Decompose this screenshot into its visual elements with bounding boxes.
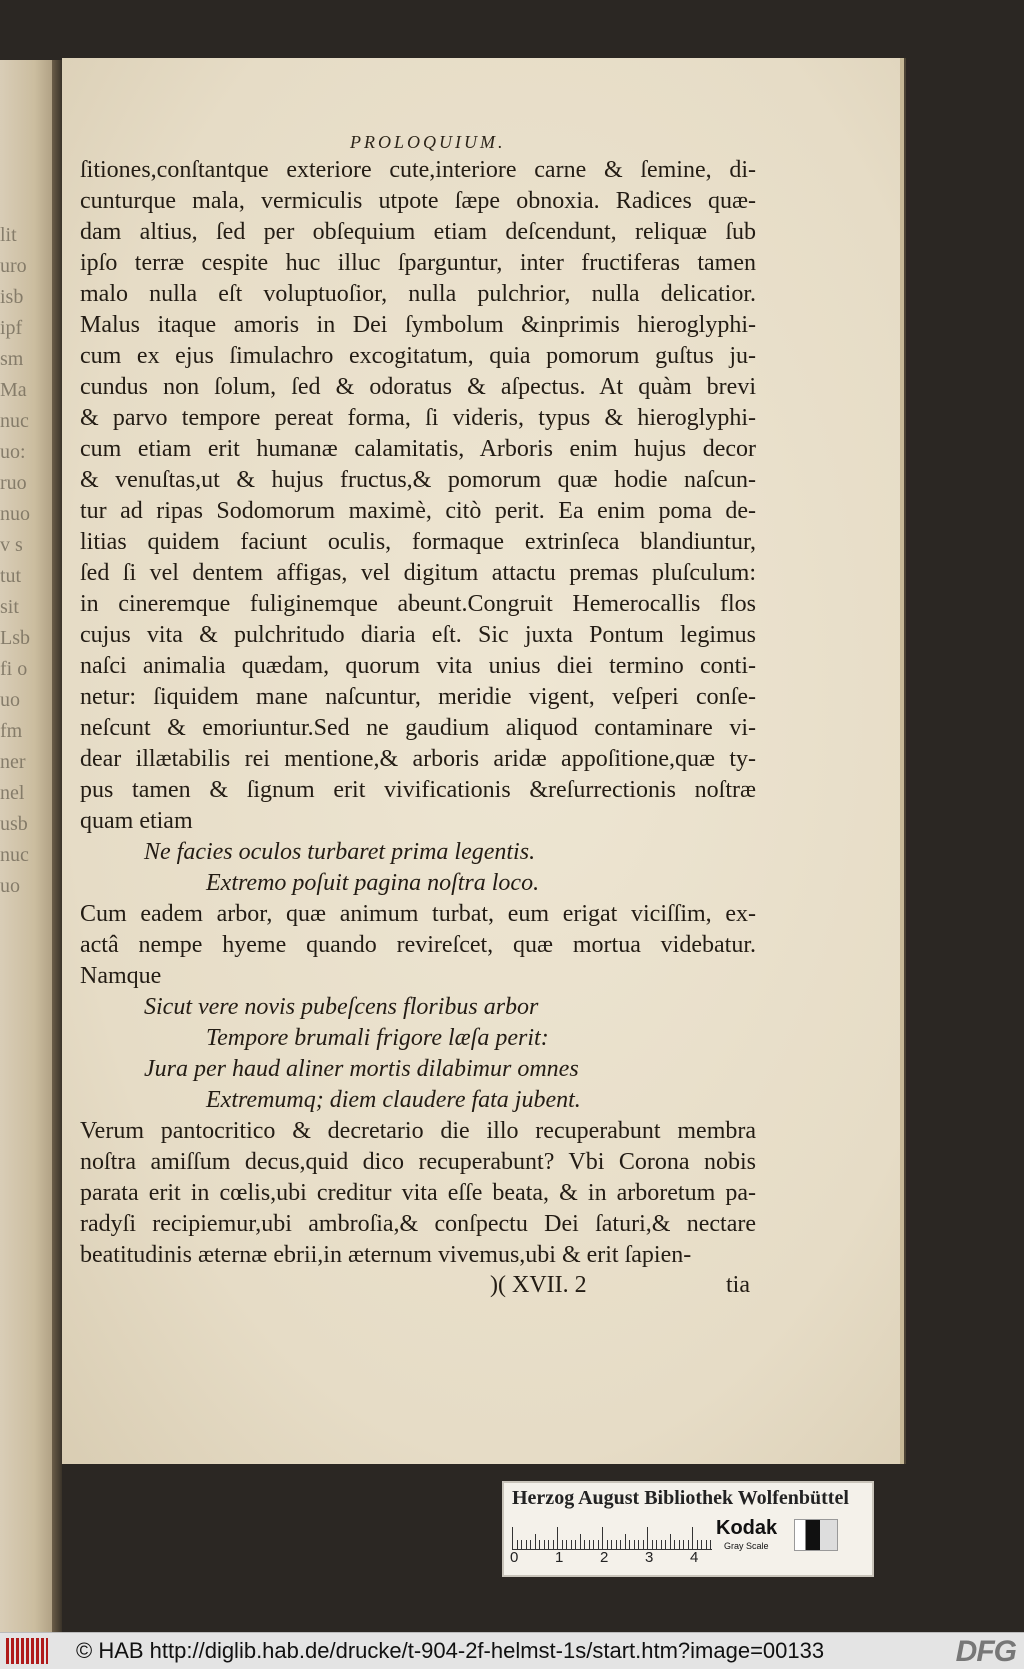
ruler-tick	[625, 1534, 626, 1549]
facing-page-fragment: nuc	[0, 844, 29, 866]
ruler-tick	[661, 1540, 662, 1549]
text-line: naſci animalia quædam, quorum vita unius diei termino conti-	[80, 653, 756, 679]
facing-page-fragment: tut	[0, 565, 22, 587]
ruler-tick	[607, 1540, 608, 1549]
ruler-tick	[701, 1540, 702, 1549]
ruler-tick	[530, 1540, 531, 1549]
text-line: Namque	[80, 963, 162, 989]
facing-page-fragment: nuo	[0, 503, 30, 525]
ruler-tick	[710, 1540, 711, 1549]
text-line: ipſo terræ cespite huc illuc ſparguntur, inter fructiferas tamen	[80, 250, 756, 276]
text-line: malo nulla eſt voluptuoſior, nulla pulchrior, nulla delicatior.	[80, 281, 756, 307]
ruler-tick	[517, 1540, 518, 1549]
copyright-url[interactable]: © HAB http://diglib.hab.de/drucke/t-904-2f-helmst-1s/start.htm?image=00133	[76, 1638, 825, 1663]
ruler-tick	[634, 1540, 635, 1549]
text-line: Cum eadem arbor, quæ animum turbat, eum erigat viciſſim, ex-	[80, 901, 756, 927]
text-line: ſed ſi vel dentem affigas, vel digitum attactu premas pluſculum:	[80, 560, 756, 586]
text-line: cum ex ejus ſimulachro excogitatum, quia pomorum guſtus ju-	[80, 343, 756, 369]
facing-page-edge	[0, 60, 58, 1632]
facing-page-fragment: fm	[0, 720, 23, 742]
ruler-tick	[616, 1540, 617, 1549]
paragraph-3	[80, 1116, 756, 1271]
facing-page-fragment: ipf	[0, 317, 23, 339]
facing-page-fragment: nel	[0, 782, 25, 804]
scale-number: 0	[510, 1549, 519, 1566]
text-line: ſitiones,conſtantque exteriore cute,interiore carne & ſemine, di-	[80, 157, 756, 183]
ruler-tick	[544, 1540, 545, 1549]
ruler-tick	[589, 1540, 590, 1549]
text-line: litias quidem faciunt oculis, formaque extrinſeca blandiuntur,	[80, 529, 756, 555]
text-line: parata erit in cœlis,ubi creditur vita eſſe beata, & in arboretum pa-	[80, 1180, 756, 1206]
ruler-tick	[706, 1540, 707, 1549]
scale-ruler	[512, 1521, 712, 1550]
ruler-tick	[647, 1527, 648, 1549]
ruler-tick	[548, 1540, 549, 1549]
facing-page-text	[0, 220, 52, 1320]
facing-page-fragment: Ma	[0, 379, 27, 401]
ruler-tick	[656, 1540, 657, 1549]
text-line: cujus vita & pulchritudo diaria eſt. Sic juxta Pontum legimus	[80, 622, 756, 648]
library-name: Herzog August Bibliothek Wolfenbüttel	[512, 1487, 849, 1509]
text-line: radyſi recipiemur,ubi ambroſia,& conſpectu Dei ſaturi,& nectare	[80, 1211, 756, 1237]
ruler-tick	[692, 1527, 693, 1549]
text-line: tur ad ripas Sodomorum maximè, citò perit. Ea enim poma de-	[80, 498, 756, 524]
verse-line: Sicut vere novis pubeſcens floribus arbor	[144, 994, 539, 1020]
ruler-tick	[571, 1540, 572, 1549]
text-line: neſcunt & emoriuntur.Sed ne gaudium aliquod contaminare vi-	[80, 715, 756, 741]
verse-line: Jura per haud aliner mortis dilabimur omnes	[144, 1056, 579, 1082]
ruler-tick	[638, 1540, 639, 1549]
facing-page-fragment: isb	[0, 286, 24, 308]
reference-card	[502, 1481, 874, 1577]
facing-page-fragment: Lsb	[0, 627, 30, 649]
ruler-tick	[575, 1540, 576, 1549]
ruler-tick	[688, 1540, 689, 1549]
ruler-tick	[665, 1540, 666, 1549]
scale-numbers	[510, 1549, 710, 1569]
scale-number: 1	[555, 1549, 564, 1566]
ruler-tick	[652, 1540, 653, 1549]
book-gutter	[52, 60, 62, 1632]
verse-line: Extremumq; diem claudere fata jubent.	[206, 1087, 581, 1113]
gray-scale-chip	[794, 1519, 838, 1551]
scale-number: 4	[690, 1549, 699, 1566]
verse-line: Extremo poſuit pagina noſtra loco.	[206, 870, 540, 896]
text-line: in cineremque fuliginemque abeunt.Congruit Hemerocallis flos	[80, 591, 756, 617]
running-head: PROLOQUIUM.	[350, 132, 506, 152]
verse-couplet-1	[80, 837, 756, 899]
ruler-tick	[602, 1527, 603, 1549]
facing-page-fragment: v s	[0, 534, 23, 556]
facing-page-fragment: sm	[0, 348, 24, 370]
verse-line: Ne facies oculos turbaret prima legentis.	[144, 839, 536, 865]
catchword: tia	[726, 1272, 750, 1298]
paragraph-1	[80, 155, 756, 837]
ruler-tick	[620, 1540, 621, 1549]
ruler-tick	[611, 1540, 612, 1549]
facing-page-fragment: uo	[0, 875, 20, 897]
text-line: cundus non ſolum, ſed & odoratus & aſpectus. At quàm brevi	[80, 374, 756, 400]
ruler-tick	[643, 1540, 644, 1549]
text-line: noſtra amiſſum decus,quid dico recuperabunt? Vbi Corona nobis	[80, 1149, 756, 1175]
ruler-tick	[629, 1540, 630, 1549]
text-line: & parvo tempore pereat forma, ſi videris, typus & hieroglyphi-	[80, 405, 756, 431]
text-line: cunturque mala, vermiculis utpote ſæpe obnoxia. Radices quæ-	[80, 188, 756, 214]
scale-number: 3	[645, 1549, 654, 1566]
signature-mark: )( XVII. 2	[490, 1272, 587, 1298]
verse-couplet-2	[80, 992, 756, 1116]
text-line: actâ nempe hyeme quando revireſcet, quæ mortua videbatur.	[80, 932, 756, 958]
kodak-brand: Kodak	[716, 1517, 778, 1539]
ruler-tick	[670, 1534, 671, 1549]
ruler-tick	[512, 1527, 513, 1549]
facing-page-fragment: ner	[0, 751, 26, 773]
ruler-tick	[674, 1540, 675, 1549]
facing-page-fragment: lit	[0, 224, 17, 246]
text-line: cum etiam erit humanæ calamitatis, Arboris enim hujus decor	[80, 436, 756, 462]
gray-scale-label: Gray Scale	[724, 1541, 769, 1551]
body-text	[80, 155, 756, 1271]
ruler-tick	[562, 1540, 563, 1549]
facing-page-fragment: uro	[0, 255, 27, 277]
text-line: Malus itaque amoris in Dei ſymbolum &inprimis hieroglyphi-	[80, 312, 756, 338]
ruler-tick	[566, 1540, 567, 1549]
facing-page-fragment: nuc	[0, 410, 29, 432]
facing-page-fragment: uo:	[0, 441, 26, 463]
facing-page-fragment: fi o	[0, 658, 28, 680]
ruler-tick	[535, 1534, 536, 1549]
ruler-tick	[539, 1540, 540, 1549]
facing-page-fragment: sit	[0, 596, 19, 618]
paragraph-2	[80, 899, 756, 992]
ruler-tick	[593, 1540, 594, 1549]
ruler-tick	[598, 1540, 599, 1549]
ruler-tick	[526, 1540, 527, 1549]
facing-page-fragment: usb	[0, 813, 28, 835]
ruler-tick	[521, 1540, 522, 1549]
ruler-tick	[683, 1540, 684, 1549]
viewer-footer	[0, 1632, 1024, 1669]
verse-line: Tempore brumali frigore læſa perit:	[206, 1025, 549, 1051]
dfg-logo: DFG	[955, 1635, 1016, 1668]
text-line: & venuſtas,ut & hujus fructus,& pomorum quæ hodie naſcun-	[80, 467, 756, 493]
text-line: quam etiam	[80, 808, 193, 834]
barcode-icon	[6, 1638, 48, 1664]
ruler-tick	[584, 1540, 585, 1549]
scale-number: 2	[600, 1549, 609, 1566]
text-line: pus tamen & ſignum erit vivificationis &reſurrectionis noſtræ	[80, 777, 756, 803]
page-footer	[80, 1272, 756, 1304]
text-line: dam altius, ſed per obſequium etiam deſcendunt, reliquæ ſub	[80, 219, 756, 245]
text-line: Verum pantocritico & decretario die illo recuperabunt membra	[80, 1118, 756, 1144]
facing-page-fragment: ruo	[0, 472, 27, 494]
ruler-tick	[553, 1540, 554, 1549]
text-line: beatitudinis æternæ ebrii,in æternum vivemus,ubi & erit ſapien-	[80, 1242, 692, 1268]
ruler-tick	[580, 1534, 581, 1549]
ruler-tick	[557, 1527, 558, 1549]
text-line: dear illætabilis rei mentione,& arboris aridæ appoſitione,quæ ty-	[80, 746, 756, 772]
facing-page-fragment: uo	[0, 689, 20, 711]
ruler-tick	[679, 1540, 680, 1549]
ruler-tick	[697, 1540, 698, 1549]
text-line: netur: ſiquidem mane naſcuntur, meridie vigent, veſperi conſe-	[80, 684, 756, 710]
